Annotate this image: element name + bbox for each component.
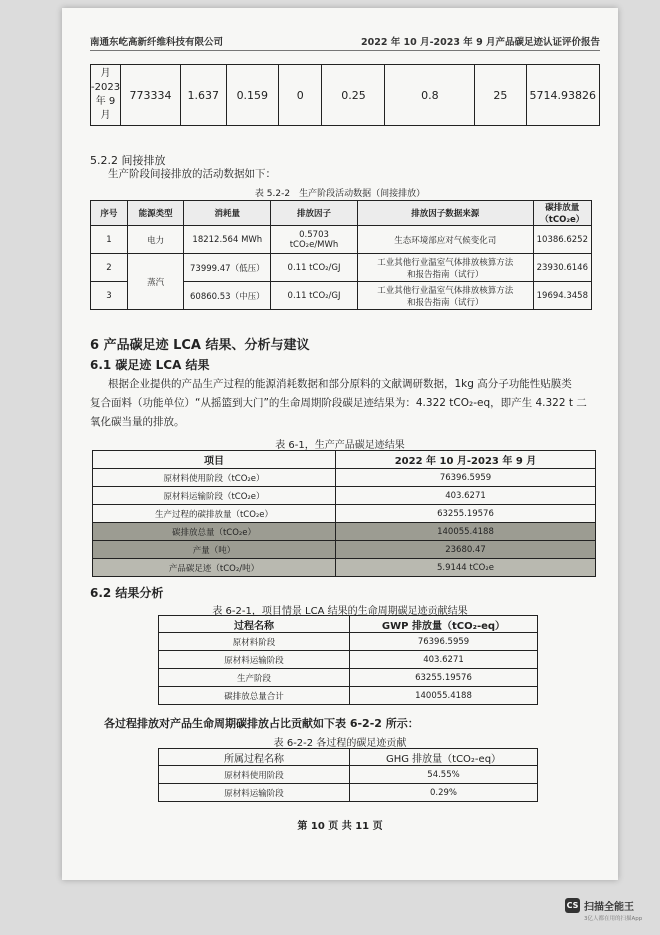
table-cell: 403.6271	[336, 487, 596, 505]
table-cell: 73999.47（低压）	[184, 254, 271, 282]
column-header: GWP 排放量（tCO₂-eq）	[350, 616, 538, 633]
table-cell: 原材料运输阶段	[159, 784, 350, 802]
table-cell: 0.11 tCO₂/GJ	[271, 254, 358, 282]
table-cell: 原材料运输阶段（tCO₂e）	[93, 487, 336, 505]
month-cell	[91, 65, 121, 126]
table-row	[93, 559, 596, 577]
table-cell: 0.11 tCO₂/GJ	[271, 282, 358, 310]
cell-line: 0.5703	[299, 229, 329, 240]
table-61	[92, 450, 596, 577]
table-cell: 60860.53（中压）	[184, 282, 271, 310]
table-row	[159, 766, 538, 784]
document-page	[62, 8, 618, 880]
table-cell: 生态环境部应对气候变化司	[357, 226, 533, 254]
table-622	[158, 748, 538, 802]
month-line: 月	[100, 68, 111, 79]
table-row	[159, 669, 538, 687]
table-cell: 19694.3458	[533, 282, 591, 310]
table-621-caption: 表 6-2-1，项目情景 LCA 结果的生命周期碳足迹贡献结果	[212, 606, 468, 617]
table-cell: 54.55%	[350, 766, 538, 784]
table-cell: 0	[279, 65, 322, 126]
column-header: 序号	[91, 201, 128, 226]
column-header: 排放因子	[271, 201, 358, 226]
table-cell: 原材料使用阶段（tCO₂e）	[93, 469, 336, 487]
table-cell: 产量（吨）	[93, 541, 336, 559]
section-6-title: 6 产品碳足迹 LCA 结果、分析与建议	[90, 338, 310, 353]
table-cell: 773334	[121, 65, 181, 126]
table-cell: 140055.4188	[336, 523, 596, 541]
table-header-row	[91, 201, 592, 226]
cell-line: 工业其他行业温室气体排放核算方法	[377, 257, 514, 268]
table-row	[159, 651, 538, 669]
page-header	[90, 34, 600, 51]
company-name: 南通东屹高新纤维科技有限公司	[90, 37, 224, 48]
table-cell: 23680.47	[336, 541, 596, 559]
page-number: 第 10 页 共 11 页	[297, 821, 383, 832]
table-cell: 2	[91, 254, 128, 282]
table-cell: 碳排放总量（tCO₂e）	[93, 523, 336, 541]
table-cell: 5714.93826	[526, 65, 599, 126]
column-header: 消耗量	[184, 201, 271, 226]
table-header-row	[159, 616, 538, 633]
table-cell: 63255.19576	[350, 669, 538, 687]
column-header: 所属过程名称	[159, 749, 350, 766]
cell-line: 工业其他行业温室气体排放核算方法	[377, 285, 514, 296]
table-cell: 碳排放总量合计	[159, 687, 350, 705]
section-522-intro: 生产阶段间接排放的活动数据如下：	[108, 168, 276, 180]
table-522-caption: 表 5.2-2 生产阶段活动数据（间接排放）	[254, 189, 426, 199]
table-cell: 蒸汽	[127, 254, 184, 310]
section-522-title: 5.2.2 间接排放	[90, 154, 166, 167]
table-cell: 76396.5959	[350, 633, 538, 651]
table-row	[91, 226, 592, 254]
table-cell: 原材料阶段	[159, 633, 350, 651]
table-cell: 23930.6146	[533, 254, 591, 282]
cell-line: 和报告指南（试行）	[407, 297, 484, 308]
table-cell: 1.637	[180, 65, 226, 126]
watermark-name: 扫描全能王	[584, 902, 634, 913]
table-row	[93, 487, 596, 505]
column-header: 碳排放量（tCO₂e）	[533, 201, 591, 226]
table-row	[159, 687, 538, 705]
section-61-para-line: 氧化碳当量的排放。	[90, 416, 185, 428]
table-row	[91, 254, 592, 282]
table-row	[93, 469, 596, 487]
month-line: 年 9	[95, 96, 116, 107]
table-cell: 生产过程的碳排放量（tCO₂e）	[93, 505, 336, 523]
table-cell: 0.29%	[350, 784, 538, 802]
table-header-row	[93, 451, 596, 469]
table-cell	[357, 282, 533, 310]
table-cell: 25	[475, 65, 526, 126]
cell-line: tCO₂e/MWh	[289, 239, 339, 250]
table-header-row	[159, 749, 538, 766]
table-622-caption: 表 6-2-2 各过程的碳足迹贡献	[273, 738, 407, 749]
table-621	[158, 615, 538, 705]
cs-logo-icon: CS	[565, 898, 580, 913]
table-cell	[357, 254, 533, 282]
table-cell: 原材料运输阶段	[159, 651, 350, 669]
column-header: 项目	[93, 451, 336, 469]
table-cell: 电力	[127, 226, 184, 254]
column-header: 2022 年 10 月-2023 年 9 月	[336, 451, 596, 469]
table-cell: 140055.4188	[350, 687, 538, 705]
table-row	[93, 523, 596, 541]
continued-table	[90, 64, 600, 126]
table-cell: 3	[91, 282, 128, 310]
column-header: GHG 排放量（tCO₂-eq）	[350, 749, 538, 766]
cell-line: 和报告指南（试行）	[407, 269, 484, 280]
section-62-para: 各过程排放对产品生命周期碳排放占比贡献如下表 6-2-2 所示：	[104, 717, 419, 730]
scanner-watermark	[565, 898, 642, 922]
table-row	[159, 633, 538, 651]
section-61-para-line: 根据企业提供的产品生产过程的能源消耗数据和部分原料的文献调研数据，1kg 高分子功能性贴膜类	[108, 378, 572, 390]
report-title: 2022 年 10 月-2023 年 9 月产品碳足迹认证评价报告	[361, 37, 600, 48]
table-cell	[271, 226, 358, 254]
month-line: 月	[100, 110, 111, 121]
table-row	[91, 65, 600, 126]
month-line: -2023	[91, 82, 121, 93]
table-cell: 18212.564 MWh	[184, 226, 271, 254]
column-header: 能源类型	[127, 201, 184, 226]
table-cell: 1	[91, 226, 128, 254]
watermark-tagline: 3亿人都在用的扫描App	[584, 916, 643, 922]
table-cell: 产品碳足迹（tCO₂/吨）	[93, 559, 336, 577]
table-cell: 63255.19576	[336, 505, 596, 523]
column-header: 排放因子数据来源	[357, 201, 533, 226]
table-cell: 403.6271	[350, 651, 538, 669]
section-61-para-line: 复合面料（功能单位）“从摇篮到大门”的生命周期阶段碳足迹结果为：4.322 tCO₂-eq，即产生 4.322 t 二	[90, 397, 587, 409]
table-cell: 0.25	[322, 65, 385, 126]
table-522	[90, 200, 592, 310]
table-cell: 5.9144 tCO₂e	[336, 559, 596, 577]
table-cell: 76396.5959	[336, 469, 596, 487]
table-cell: 10386.6252	[533, 226, 591, 254]
table-cell: 生产阶段	[159, 669, 350, 687]
table-cell: 0.159	[226, 65, 278, 126]
section-61-title: 6.1 碳足迹 LCA 结果	[90, 358, 210, 372]
column-header: 过程名称	[159, 616, 350, 633]
table-cell: 原材料使用阶段	[159, 766, 350, 784]
section-62-title: 6.2 结果分析	[90, 586, 164, 600]
table-cell: 0.8	[385, 65, 475, 126]
table-row	[93, 505, 596, 523]
table-61-caption: 表 6-1，生产产品碳足迹结果	[275, 440, 405, 451]
table-row	[159, 784, 538, 802]
table-row	[93, 541, 596, 559]
